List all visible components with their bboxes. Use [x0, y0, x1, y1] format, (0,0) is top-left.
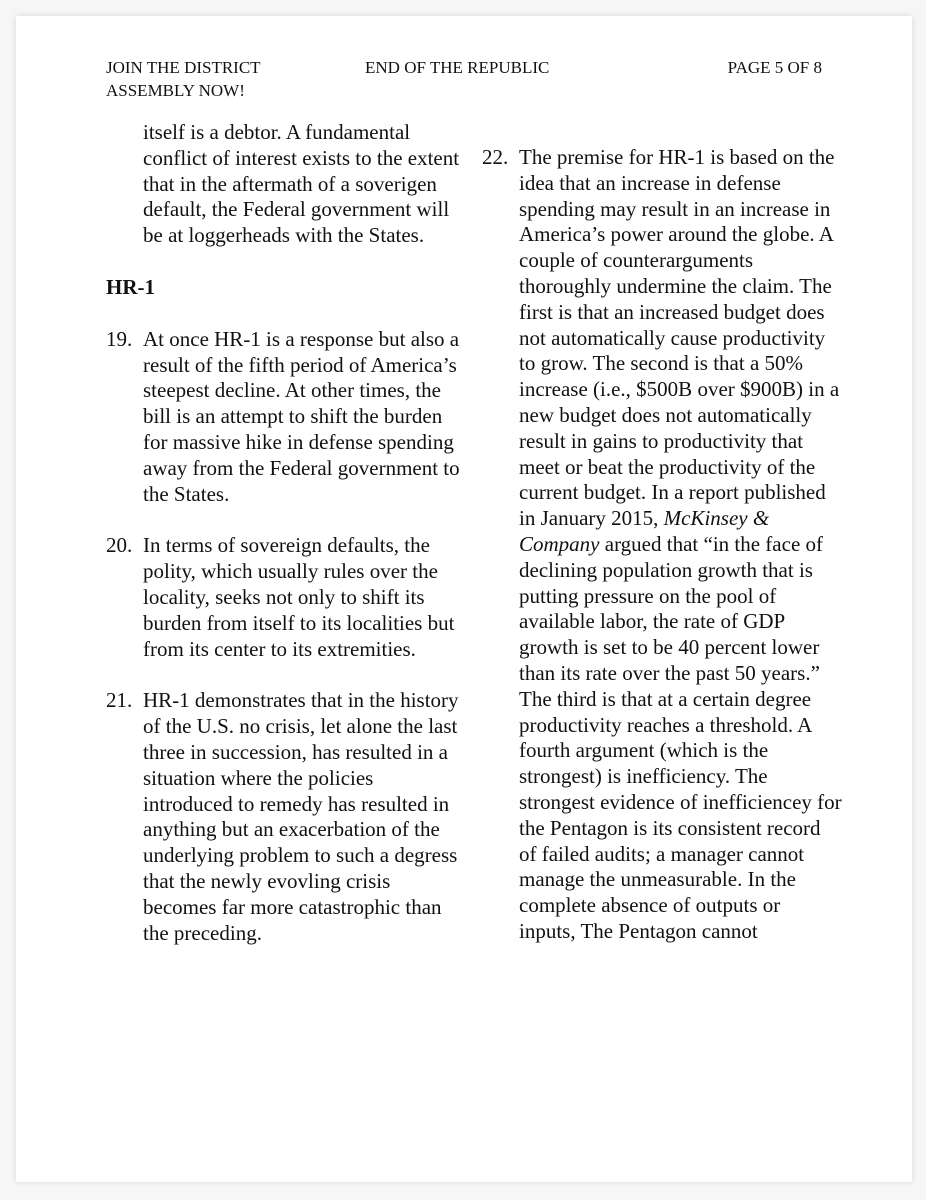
- item-number: 21.: [106, 688, 133, 713]
- numbered-item-19: [106, 327, 466, 508]
- item-text: [519, 145, 842, 945]
- source-name: McKinsey & Company: [519, 506, 770, 556]
- header-left-text: JOIN THE DISTRICT ASSEMBLY NOW!: [106, 58, 261, 100]
- item-number: 19.: [106, 326, 133, 351]
- item-text: HR-1 demonstrates that in the history of the U.S. no crisis, let alone the last three in succession, has resulted in a situation where the policies introduced to remedy has resulted in anything but an exacerbation of the underlying problem to such a degress that the newly evovling crisis becomes far more catastrophic than the preceding.: [143, 688, 459, 945]
- numbered-item-21: [106, 688, 466, 946]
- header-title: END OF THE REPUBLIC: [365, 58, 550, 77]
- document-page: [16, 16, 912, 1182]
- item-text: At once HR-1 is a response but also a result of the fifth period of America’s steepest decline. At other times, the bill is an attempt to shift the burden for massive hike in defense spending away from the Federal government to the States.: [143, 326, 460, 506]
- item-number: 20.: [106, 533, 133, 558]
- item-number: 22.: [482, 145, 509, 169]
- continued-paragraph: itself is a debtor. A fundamental conflict of interest exists to the extent that in the aftermath of a soverigen default, the Federal government will be at loggerheads with the States.: [143, 120, 460, 248]
- item-text: In terms of sovereign defaults, the polity, which usually rules over the locality, seeks not only to shift its burden from itself to its localities but from its center to its extremities.: [143, 533, 455, 661]
- left-column: [106, 120, 466, 946]
- page-number: PAGE 5 OF 8: [727, 58, 822, 77]
- right-column: [482, 145, 842, 945]
- numbered-item-20: [106, 533, 466, 662]
- item-text-part-2: argued that “in the face of declining population growth that is putting pressure on the pool of available labor, the rate of GDP growth is set to be 40 percent lower than its rate over the past 50 years.” The third is that at a certain degree productivity reaches a threshold. A fourth argument (which is the strongest) is inefficiency. The strongest evidence of inefficiencey for the Pentagon is its consistent record of failed audits; a manager cannot manage the unmeasurable. In the complete absence of outputs or inputs, The Pentagon cannot: [519, 531, 842, 943]
- numbered-item-22: [482, 145, 842, 945]
- item-text-part-1: The premise for HR-1 is based on the idea that an increase in defense spending may result in an increase in America’s power around the globe. A couple of counterarguments thoroughly undermine the claim. The first is that an increased budget does not automatically cause productivity to grow. The second is that a 50% increase (i.e., $500B over $900B) in a new budget does not automatically result in gains to productivity that meet or beat the productivity of the current budget. In a report published in January 2015,: [519, 145, 840, 531]
- section-heading: HR-1: [106, 274, 155, 299]
